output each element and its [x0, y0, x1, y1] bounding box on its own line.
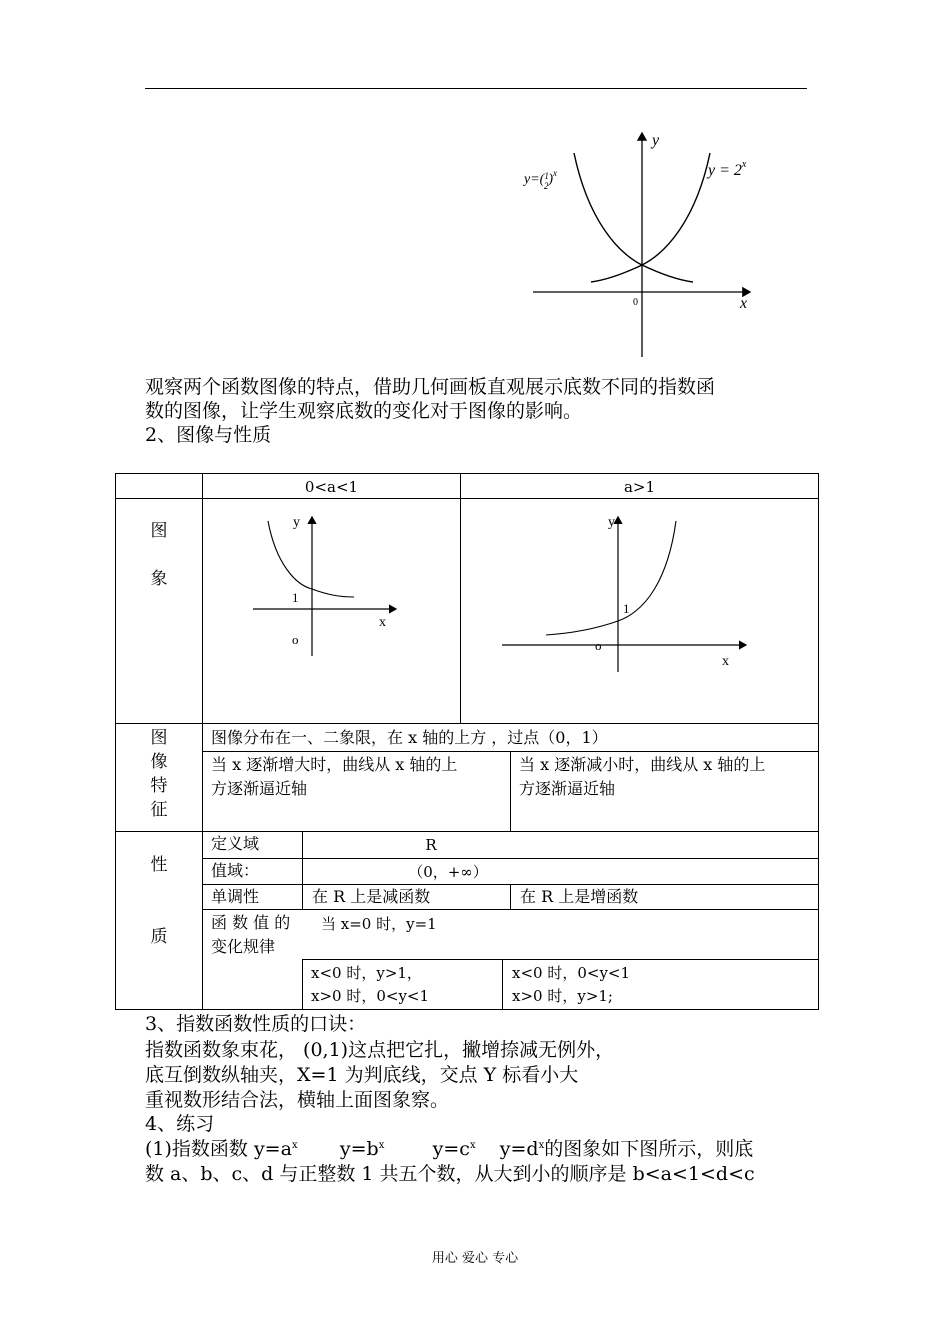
feature-left-line-2: 方逐渐逼近轴 [211, 779, 308, 798]
mnemonic-title: 3、指数函数性质的口诀： [145, 1013, 367, 1035]
graph-decreasing [236, 509, 416, 669]
value-rule-label-2: 变化规律 [211, 937, 276, 956]
graph-increasing-x-label: x [722, 654, 729, 669]
monotonicity-decreasing: 在 R 上是减函数 [312, 887, 431, 906]
value-rule-label-1: 函 数 值 的 [211, 913, 291, 932]
page-footer: 用心 爱心 专心 [431, 1251, 519, 1266]
header-a-less-one: 0<a<1 [304, 478, 359, 496]
curve-half-power [574, 153, 693, 282]
label-half-power: y=($^1$ 2)$^x$ [524, 168, 557, 191]
graph-decreasing-y-label: y [293, 515, 300, 530]
graph-decreasing-one-label: 1 [292, 590, 299, 605]
value-rule-right-2: x>0 时，y>1; [512, 987, 613, 1005]
exercise-title: 4、练习 [145, 1113, 215, 1135]
graph-decreasing-origin-label: o [292, 632, 299, 647]
feature-left-line-1: 当 x 逐渐增大时，曲线从 x 轴的上 [211, 755, 458, 774]
top-y-label: y [652, 132, 660, 149]
monotonicity-label: 单调性 [211, 887, 260, 906]
feature-common: 图像分布在一、二象限，在 x 轴的上方 ，过点（0，1） [211, 728, 608, 747]
graph-increasing-origin-label: o [595, 638, 602, 653]
top-x-label: x [740, 295, 748, 312]
graph-decreasing-curve [268, 521, 354, 597]
curve-two-power [591, 153, 710, 282]
graph-increasing-one-label: 1 [623, 601, 630, 616]
row-label-image: 图 象 [150, 521, 168, 589]
mnemonic-line-3: 重视数形结合法，横轴上面图象察。 [145, 1089, 450, 1111]
row-label-features: 图 像 特 征 [150, 728, 168, 820]
header-a-greater-one: a>1 [623, 478, 656, 496]
monotonicity-increasing: 在 R 上是增函数 [520, 887, 639, 906]
value-rule-left-2: x>0 时，0<y<1 [311, 987, 430, 1005]
graph-decreasing-x-label: x [379, 615, 386, 630]
mnemonic-line-2: 底互倒数纵轴夹，X=1 为判底线，交点 Y 标看小大 [145, 1064, 579, 1086]
value-rule-right-1: x<0 时，0<y<1 [512, 964, 631, 982]
top-exponential-figure [518, 125, 768, 360]
value-rule-common: 当 x=0 时，y=1 [321, 915, 437, 933]
exercise-line-1: (1)指数函数 $y=a^x$ $y=b^x$ $y=c^x$ $y=d^x$的图象如下图所示，则底 [145, 1138, 754, 1160]
intro-line-1: 观察两个函数图像的特点，借助几何画板直观展示底数不同的指数函 [145, 376, 716, 398]
feature-right-line-2: 方逐渐逼近轴 [519, 779, 616, 798]
feature-right-line-1: 当 x 逐渐减小时，曲线从 x 轴的上 [519, 755, 766, 774]
intro-line-2: 数的图像，让学生观察底数的变化对于图像的影响。 [145, 400, 583, 422]
top-origin-label: 0 [633, 297, 638, 308]
value-rule-left-1: x<0 时，y>1， [311, 964, 422, 982]
graph-increasing-curve [546, 521, 676, 635]
properties-table [115, 473, 819, 1010]
exercise-line-2: 数 a、b、c、d 与正整数 1 共五个数，从大到小的顺序是 b<a<1<d<c [145, 1163, 755, 1185]
domain-label: 定义域 [211, 834, 260, 853]
label-two-power: $y = 2^x$ [708, 159, 747, 179]
mnemonic-line-1: 指数函数象束花， (0,1)这点把它扎，撇增捺减无例外， [145, 1039, 615, 1061]
range-value: （0，+∞） [408, 863, 488, 881]
domain-value: R [425, 836, 437, 854]
row-label-properties: 性 质 [150, 855, 168, 947]
section-2-heading: 2、图像与性质 [145, 424, 272, 446]
range-label: 值域： [211, 861, 260, 880]
graph-increasing [496, 509, 756, 679]
header-rule [145, 88, 807, 89]
graph-increasing-y-label: y [608, 515, 615, 530]
